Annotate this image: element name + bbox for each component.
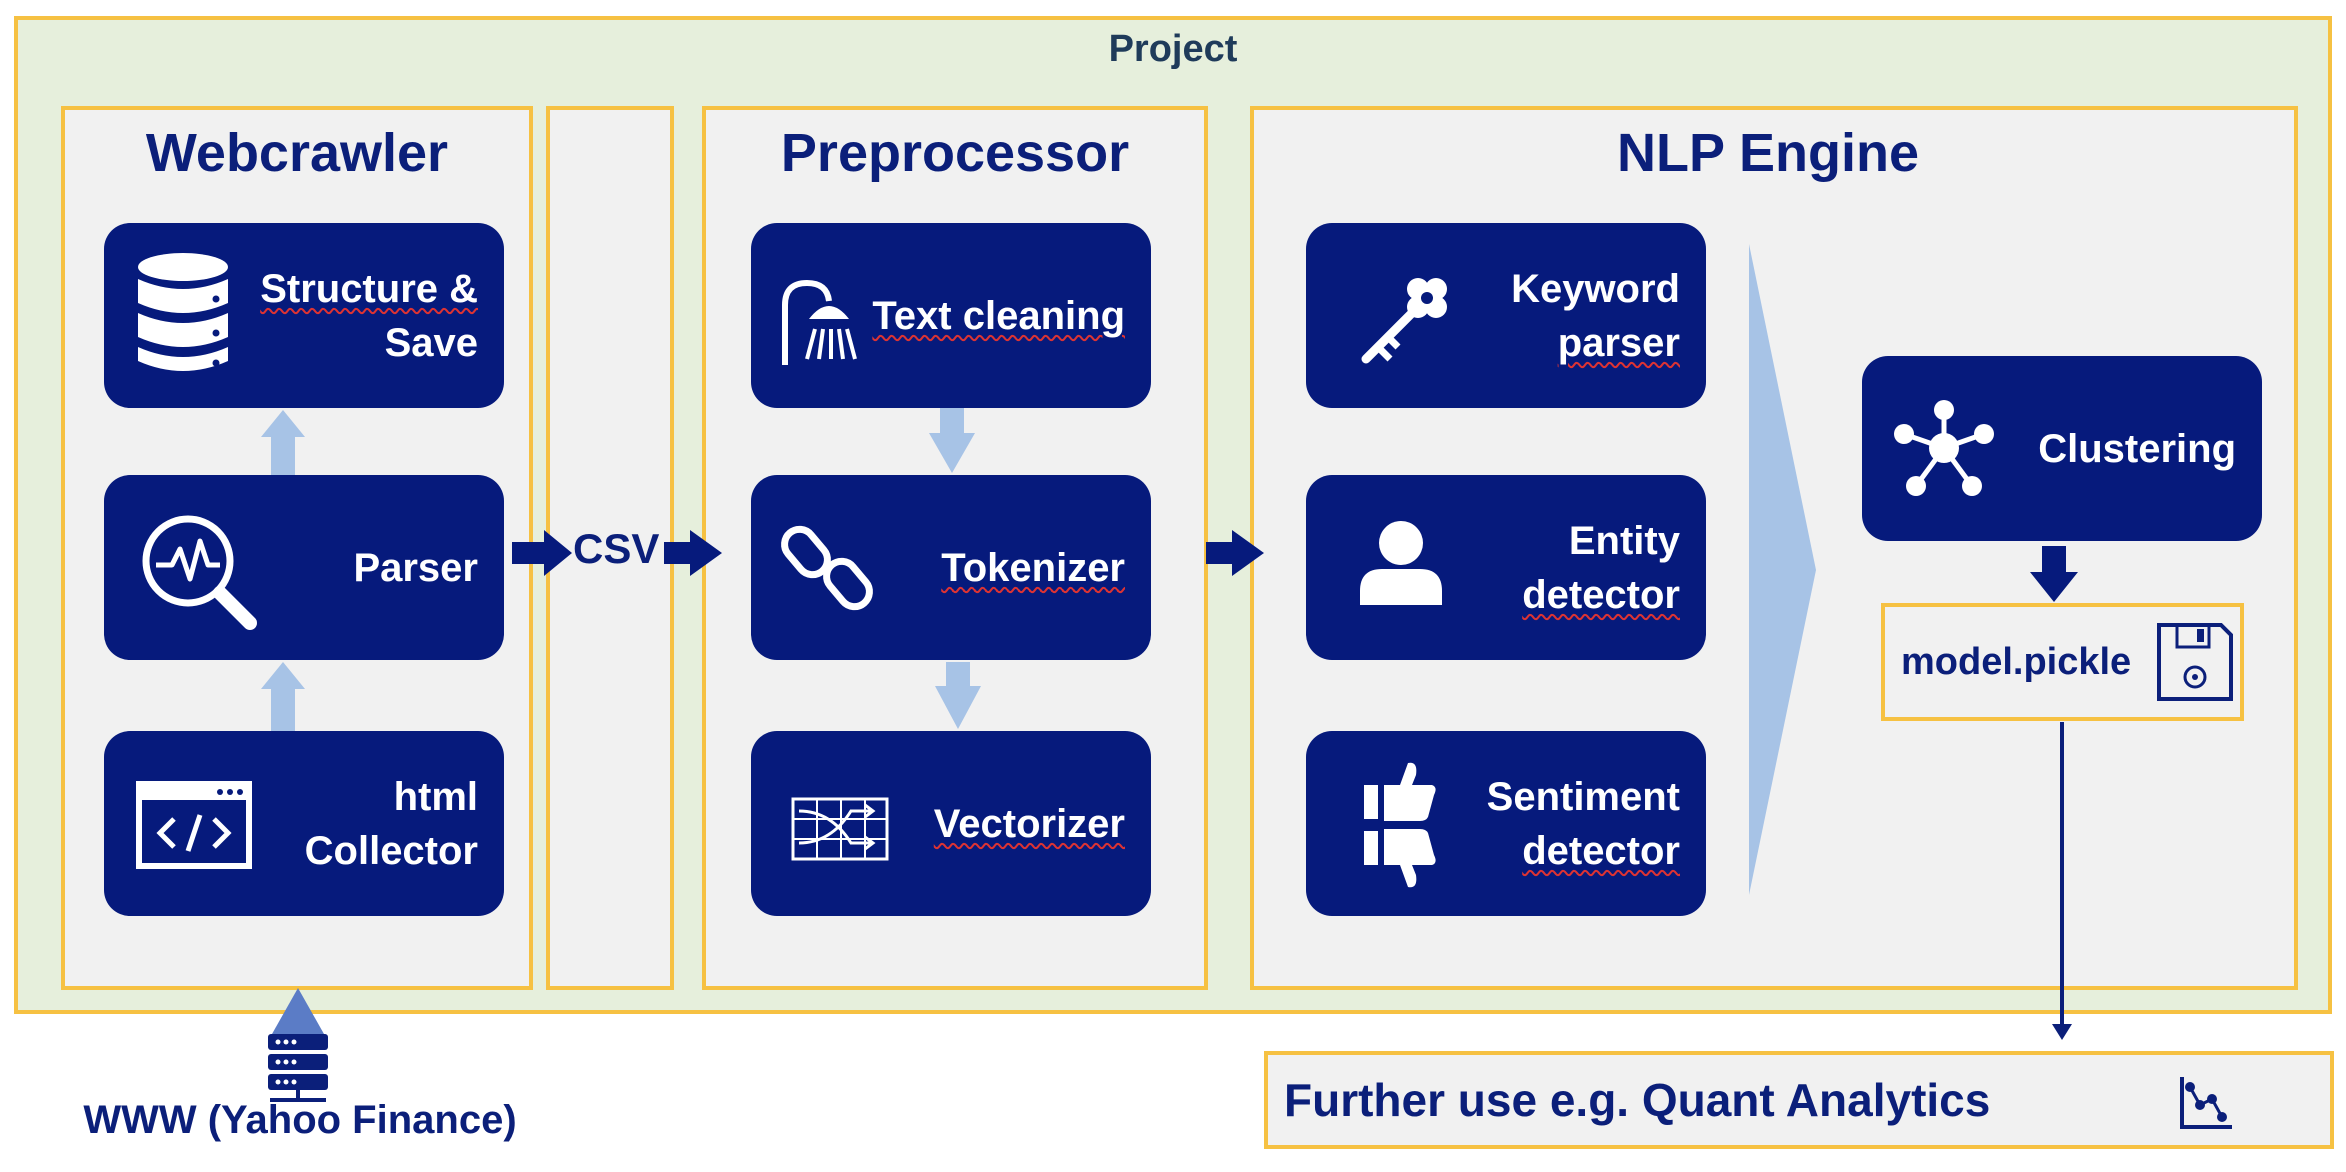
structure-save-line1: Structure & [260, 266, 478, 311]
further-use-label: Further use e.g. Quant Analytics [1284, 1074, 1991, 1126]
arrow-csv-to-preprocessor [664, 530, 722, 576]
preprocessor-title: Preprocessor [780, 123, 1130, 183]
arrow-cleaning-to-tokenizer [929, 408, 975, 473]
parser-line1: Parser [353, 545, 478, 590]
html-collector-line2: Collector [304, 828, 478, 873]
entity-detector-line2: detector [1522, 572, 1680, 617]
keyword-parser-line1: Keyword [1511, 266, 1680, 311]
entity-detector-line1: Entity [1568, 518, 1680, 563]
nlp-merge-chevron [1749, 244, 1816, 895]
csv-label: CSV [573, 525, 660, 572]
tokenizer-line1: Tokenizer [941, 545, 1125, 590]
vectorizer-line1: Vectorizer [933, 801, 1125, 846]
structure-save-line2: Save [384, 320, 478, 365]
text-cleaning-line1: Text cleaning [872, 293, 1125, 338]
nlp-engine-title: NLP Engine [1616, 123, 1920, 183]
arrow-parser-to-csv [512, 530, 572, 576]
www-label: WWW (Yahoo Finance) [83, 1098, 517, 1142]
arrow-collector-to-parser [261, 662, 305, 731]
model-pickle-label: model.pickle [1901, 640, 2132, 683]
arrow-tokenizer-to-vectorizer [935, 662, 981, 729]
arrow-parser-to-structure [261, 410, 305, 475]
keyword-parser-line2: parser [1557, 320, 1680, 365]
project-title: Project [1108, 28, 1238, 70]
sentiment-detector-line1: Sentiment [1486, 774, 1680, 819]
sentiment-detector-line2: detector [1522, 828, 1680, 873]
clustering-line1: Clustering [2038, 426, 2236, 471]
arrow-clustering-to-model [2030, 546, 2078, 602]
html-collector-line1: html [393, 774, 478, 819]
arrow-model-to-further-head [2052, 1024, 2072, 1040]
webcrawler-title: Webcrawler [145, 123, 449, 183]
arrow-preprocessor-to-nlp [1206, 530, 1264, 576]
